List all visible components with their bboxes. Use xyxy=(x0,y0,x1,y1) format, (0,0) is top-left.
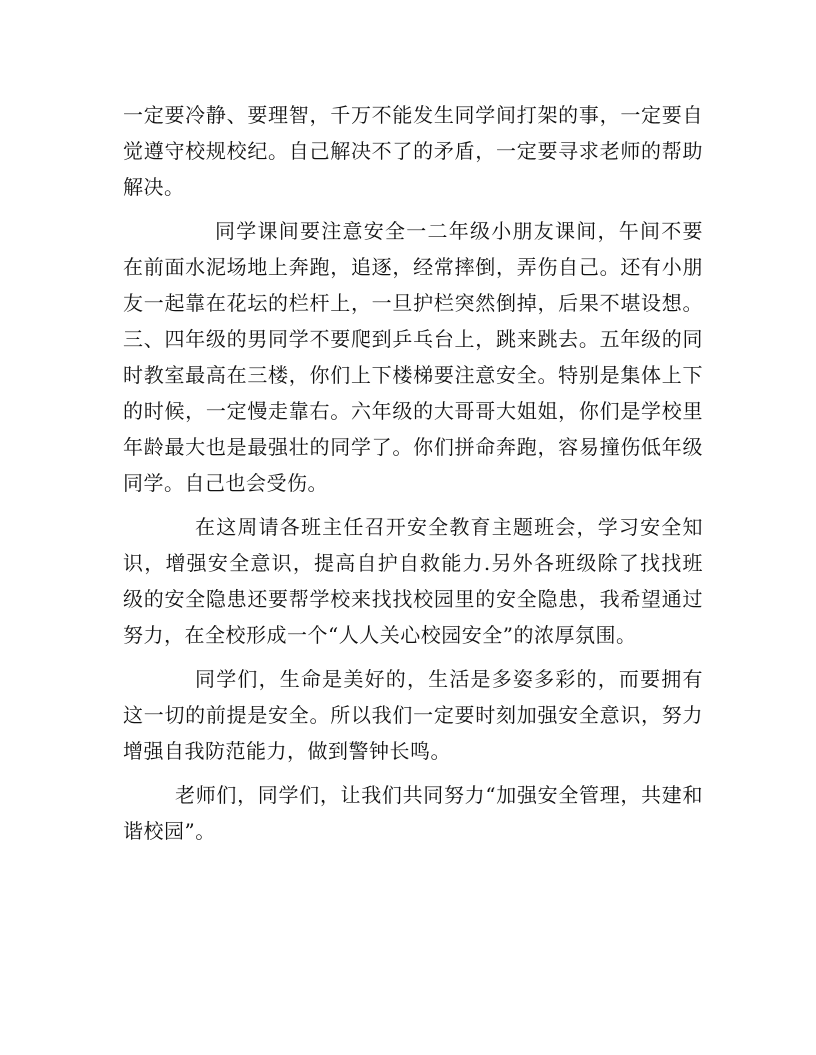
paragraph-4: 同学们，生命是美好的，生活是多姿多彩的，而要拥有这一切的前提是安全。所以我们一定要时刻加强安全意识，努力增强自我防范能力，做到警钟长鸣。 xyxy=(123,667,703,763)
paragraph-3: 在这周请各班主任召开安全教育主题班会，学习安全知识，增强安全意识，提高自护自救能力.另外各班级除了找找班级的安全隐患还要帮学校来找找校园里的安全隐患，我希望通过努力，在全校形成一个“人人关心校园安全”的浓厚氛围。 xyxy=(123,515,703,647)
document-body xyxy=(123,97,703,857)
paragraph-2: 同学课间要注意安全一二年级小朋友课间，午间不要在前面水泥场地上奔跑，追逐，经常摔倒，弄伤自己。还有小朋友一起靠在花坛的栏杆上，一旦护栏突然倒掉，后果不堪设想。三、四年级的男同学不要爬到乒乓台上，跳来跳去。五年级的同时教室最高在三楼，你们上下楼梯要注意安全。特别是集体上下的时候，一定慢走靠右。六年级的大哥哥大姐姐，你们是学校里年龄最大也是最强壮的同学了。你们拼命奔跑，容易撞伤低年级同学。自己也会受伤。 xyxy=(123,219,703,495)
paragraph-1: 一定要冷静、要理智，千万不能发生同学间打架的事，一定要自觉遵守校规校纪。自己解决不了的矛盾，一定要寻求老师的帮助解决。 xyxy=(123,103,703,199)
paragraph-5: 老师们，同学们，让我们共同努力“加强安全管理，共建和谐校园”。 xyxy=(123,783,703,843)
